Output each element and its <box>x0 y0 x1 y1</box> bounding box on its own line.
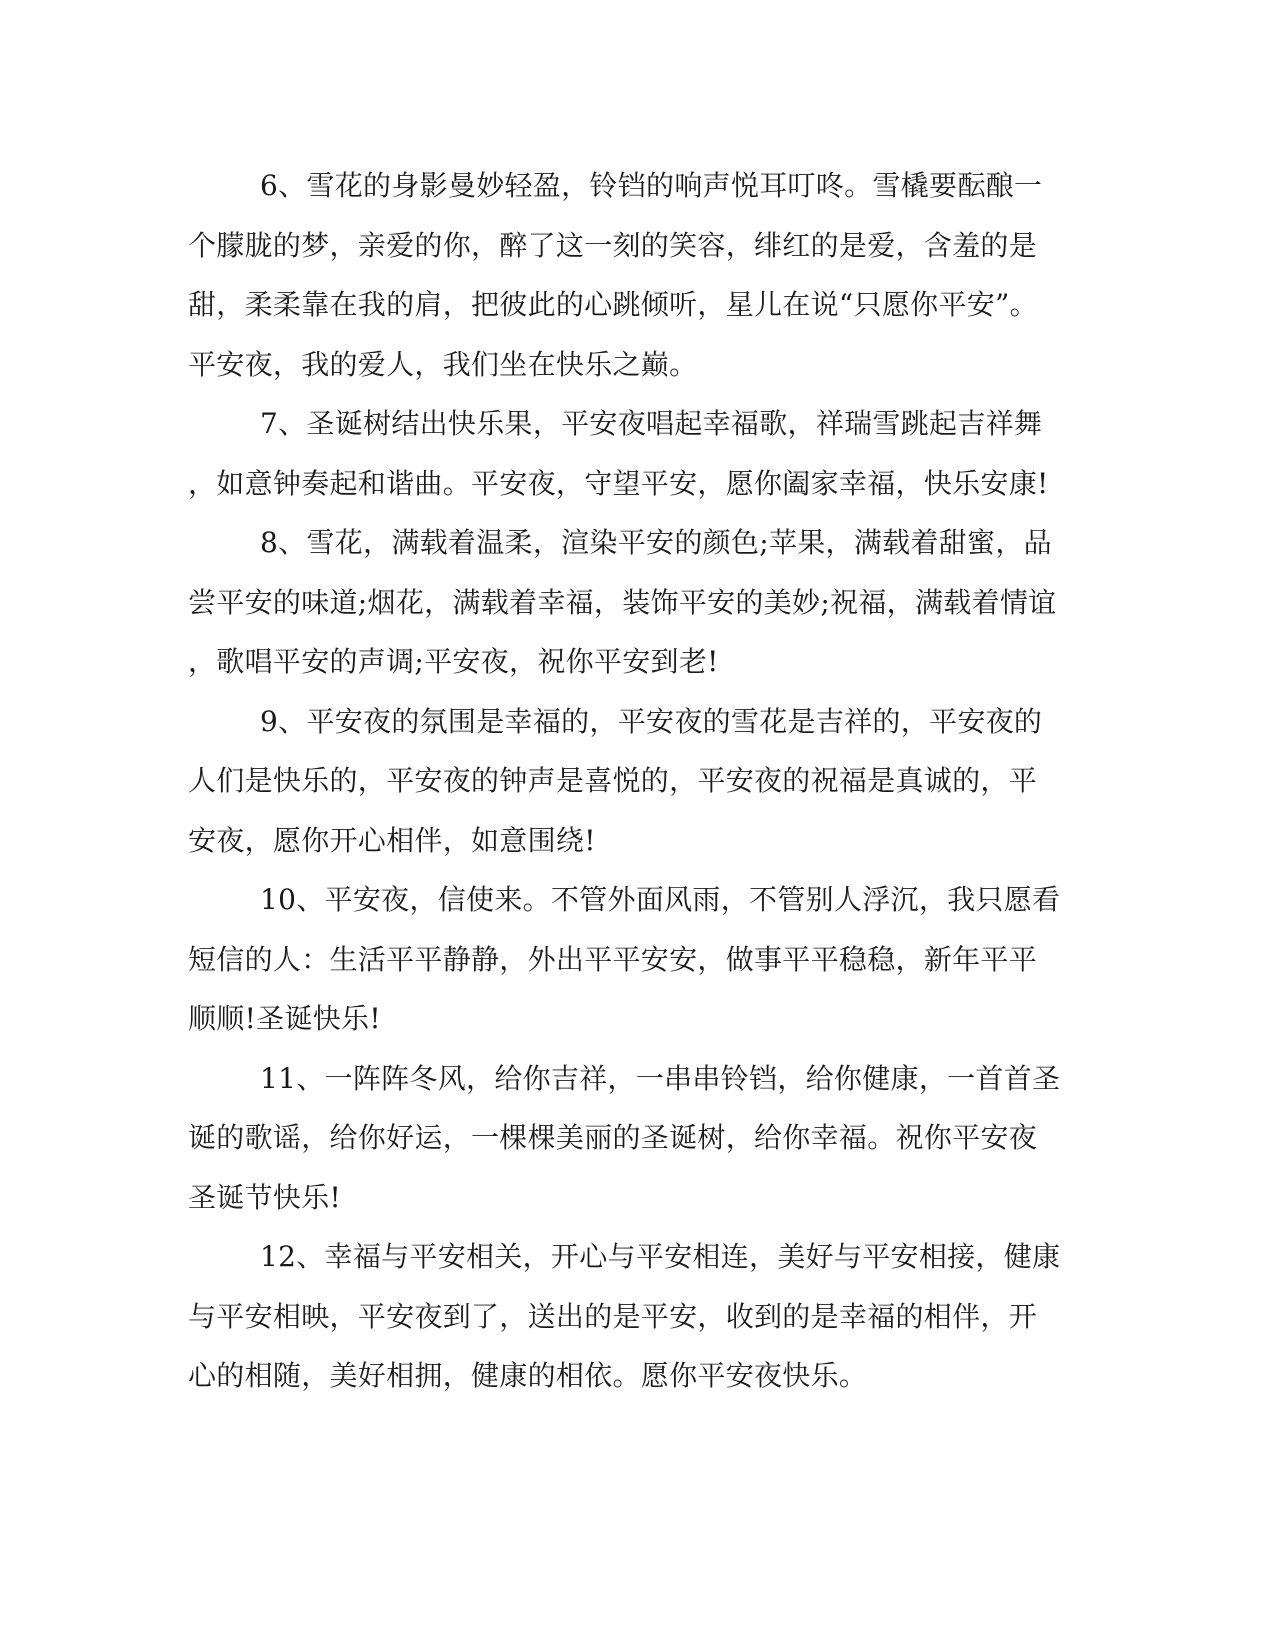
paragraph-line: 平安夜，我的爱人，我们坐在快乐之巅。 <box>188 347 698 381</box>
paragraph-6 <box>188 156 1068 394</box>
paragraph-line: ，如意钟奏起和谐曲。平安夜，守望平安，愿你阖家幸福，快乐安康! <box>188 466 1049 500</box>
paragraph-10 <box>188 870 1068 1049</box>
paragraph-line: 与平安相映，平安夜到了，送出的是平安，收到的是幸福的相伴，开 <box>188 1299 1038 1333</box>
paragraph-line: 心的相随，美好相拥，健康的相依。愿你平安夜快乐。 <box>188 1359 868 1392</box>
paragraph-line: 个朦胧的梦，亲爱的你，醉了这一刻的笑容，绯红的是爱，含羞的是 <box>188 228 1038 262</box>
paragraph-line: 9、平安夜的氛围是幸福的，平安夜的雪花是吉祥的，平安夜的 <box>260 704 1043 738</box>
paragraph-line: 甜，柔柔靠在我的肩，把彼此的心跳倾听，星儿在说“只愿你平安”。 <box>188 288 1038 321</box>
paragraph-line: 6、雪花的身影曼妙轻盈，铃铛的响声悦耳叮咚。雪橇要酝酿一 <box>260 169 1043 202</box>
paragraph-7 <box>188 394 1068 513</box>
paragraph-line: 人们是快乐的，平安夜的钟声是喜悦的，平安夜的祝福是真诚的，平 <box>188 764 1038 797</box>
document-body <box>188 156 1068 1406</box>
paragraph-11 <box>188 1049 1068 1228</box>
paragraph-line: 诞的歌谣，给你好运，一棵棵美丽的圣诞树，给你幸福。祝你平安夜 <box>188 1121 1038 1154</box>
paragraph-line: 10、平安夜，信使来。不管外面风雨，不管别人浮沉，我只愿看 <box>260 883 1061 916</box>
paragraph-line: 7、圣诞树结出快乐果，平安夜唱起幸福歌，祥瑞雪跳起吉祥舞 <box>260 407 1043 440</box>
paragraph-line: 安夜，愿你开心相伴，如意围绕! <box>188 823 596 857</box>
paragraph-line: 顺顺!圣诞快乐! <box>188 1002 381 1035</box>
paragraph-line: 11、一阵阵冬风，给你吉祥，一串串铃铛，给你健康，一首首圣 <box>260 1061 1061 1095</box>
paragraph-line: 12、幸福与平安相关，开心与平安相连，美好与平安相接，健康 <box>260 1240 1061 1273</box>
paragraph-line: 8、雪花，满载着温柔，渲染平安的颜色;苹果，满载着甜蜜，品 <box>260 526 1052 559</box>
paragraph-line: 圣诞节快乐! <box>188 1180 342 1214</box>
paragraph-line: ，歌唱平安的声调;平安夜，祝你平安到老! <box>188 645 719 678</box>
paragraph-12 <box>188 1227 1068 1406</box>
paragraph-8 <box>188 513 1068 692</box>
paragraph-line: 尝平安的味道;烟花，满载着幸福，装饰平安的美妙;祝福，满载着情谊 <box>188 585 1057 619</box>
paragraph-9 <box>188 692 1068 871</box>
paragraph-line: 短信的人：生活平平静静，外出平平安安，做事平平稳稳，新年平平 <box>188 942 1038 976</box>
